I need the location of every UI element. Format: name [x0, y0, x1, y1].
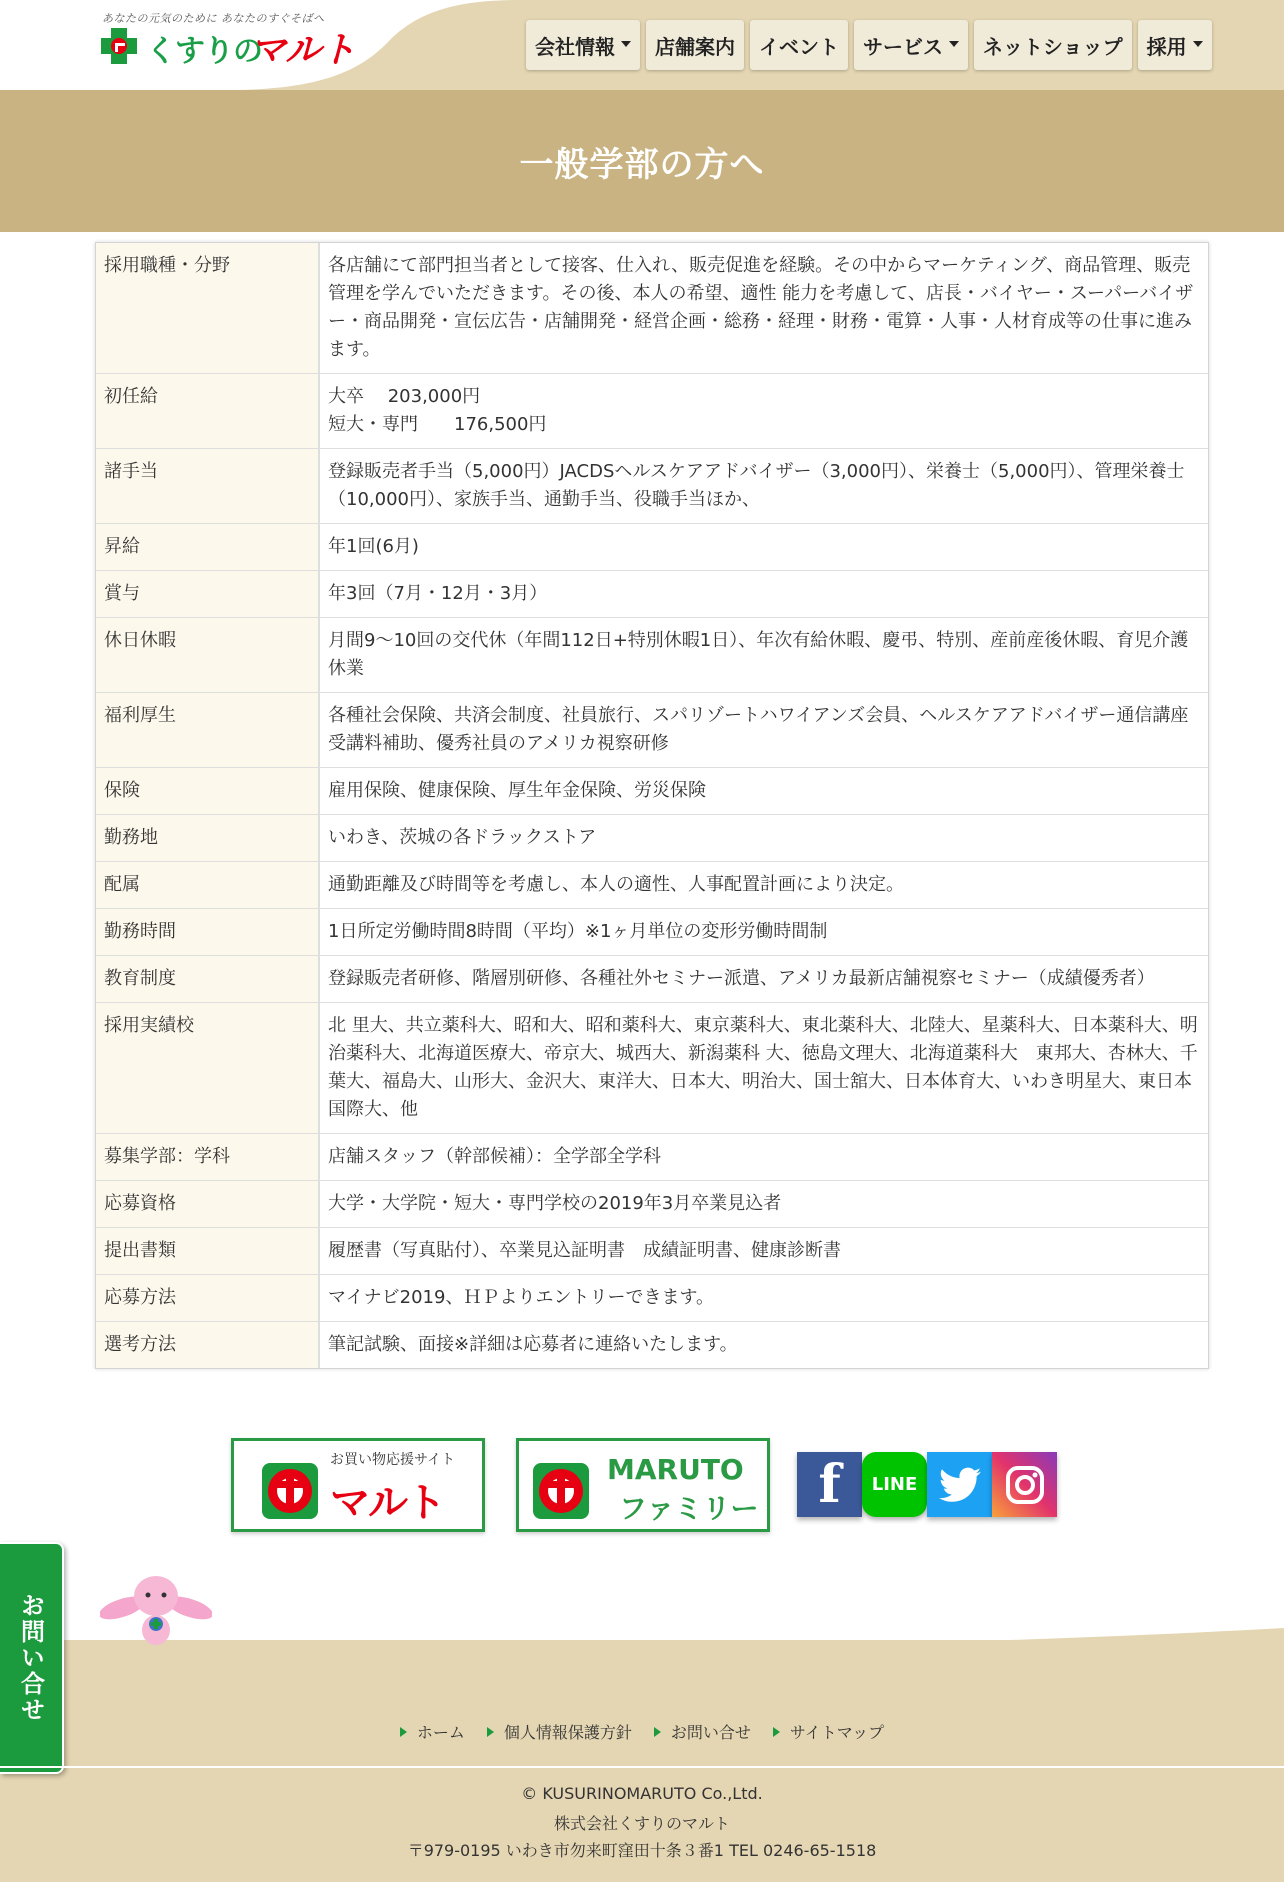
nav-company-info[interactable] — [526, 20, 640, 70]
row-label: 教育制度 — [96, 956, 319, 1003]
banner-subtitle: お買い物応援サイト — [330, 1452, 456, 1468]
table-row — [96, 862, 1208, 909]
banner-title: マルト — [330, 1480, 444, 1526]
footer-divider — [0, 1766, 1284, 1768]
footer-link-label: お問い合せ — [670, 1723, 751, 1742]
footer-link-home[interactable] — [400, 1720, 465, 1743]
nav-services[interactable] — [854, 20, 968, 70]
table-row — [96, 1228, 1208, 1275]
row-value: 各種社会保険、共済会制度、社員旅行、スパリゾートハワイアンズ会員、ヘルスケアアドバイザー通信講座受講料補助、優秀社員のアメリカ視察研修 — [319, 693, 1208, 768]
table-row — [96, 524, 1208, 571]
triangle-right-icon — [487, 1727, 494, 1737]
row-value: 筆記試験、面接※詳細は応募者に連絡いたします。 — [328, 1334, 738, 1355]
row-label: 採用実績校 — [96, 1003, 319, 1134]
footer-link-contact[interactable] — [654, 1720, 751, 1743]
table-row — [96, 618, 1208, 693]
nav-label: サービス — [863, 34, 943, 59]
twitter-icon[interactable] — [927, 1452, 992, 1517]
table-row — [96, 243, 1208, 374]
row-label: 選考方法 — [96, 1322, 319, 1369]
banner-title-en: MARUTO — [607, 1453, 744, 1486]
row-label: 諸手当 — [96, 449, 319, 524]
row-label: 休日休暇 — [96, 618, 319, 693]
row-label: 昇給 — [96, 524, 319, 571]
table-row — [96, 449, 1208, 524]
footer-links — [0, 1720, 1284, 1743]
logo-text-maruto[interactable]: マルト — [250, 30, 356, 71]
maruto-shopping-site-banner[interactable] — [231, 1438, 485, 1532]
table-row — [96, 768, 1208, 815]
row-label: 勤務時間 — [96, 909, 319, 956]
row-value: マイナビ2019、ＨＰよりエントリーできます。 — [319, 1275, 1208, 1322]
row-value: 年1回(6月) — [319, 524, 1208, 571]
site-header — [0, 0, 1284, 90]
row-value: 雇用保険、健康保険、厚生年金保険、労災保険 — [319, 768, 1208, 815]
row-label: 初任給 — [96, 374, 319, 449]
nav-label: 会社情報 — [535, 34, 615, 59]
row-value: 履歴書（写真貼付）、卒業見込証明書 成績証明書、健康診断書 — [319, 1228, 1208, 1275]
row-value: 店舗スタッフ（幹部候補）：全学部全学科 — [319, 1134, 1208, 1181]
page-title: 一般学部の方へ — [519, 144, 765, 185]
chevron-down-icon — [949, 41, 959, 47]
triangle-right-icon — [773, 1727, 780, 1737]
row-label: 採用職種・分野 — [96, 243, 319, 374]
table-row — [96, 1322, 1208, 1369]
table-row — [96, 1003, 1208, 1134]
row-value: 大学・大学院・短大・専門学校の2019年3月卒業見込者 — [319, 1181, 1208, 1228]
nav-label: ネットショップ — [983, 34, 1123, 59]
maruto-family-banner[interactable] — [516, 1438, 770, 1532]
table-row — [96, 1134, 1208, 1181]
table-row — [96, 909, 1208, 956]
table-row — [96, 1275, 1208, 1322]
row-label: 提出書類 — [96, 1228, 319, 1275]
chevron-down-icon — [1193, 41, 1203, 47]
sns-links — [797, 1452, 1057, 1517]
row-value: 通勤距離及び時間等を考慮し、本人の適性、人事配置計画により決定。 — [319, 862, 1208, 909]
row-value: 大卒 203,000円 短大・専門 176,500円 — [319, 374, 1208, 449]
maruto-mark-icon — [533, 1463, 589, 1519]
row-value: いわき、茨城の各ドラックストア — [319, 815, 1208, 862]
company-address: 〒979-0195 いわき市勿来町窪田十条３番1 TEL 0246-65-1518 — [407, 1841, 877, 1860]
logo-cross-icon[interactable] — [98, 28, 140, 64]
company-name: 株式会社くすりのマルト — [553, 1814, 730, 1833]
footer-link-label: 個人情報保護方針 — [503, 1723, 632, 1742]
row-value: 年3回（7月・12月・3月） — [319, 571, 1208, 618]
table-row — [96, 956, 1208, 1003]
footer-link-label: サイトマップ — [789, 1723, 885, 1742]
copyright: © KUSURINOMARUTO Co.,Ltd. — [521, 1784, 763, 1803]
row-value: 1日所定労働時間8時間（平均）※1ヶ月単位の変形労働時間制 — [319, 909, 1208, 956]
table-row — [96, 374, 1208, 449]
nav-label: イベント — [759, 34, 839, 59]
page-title-banner — [0, 90, 1284, 232]
row-value: 登録販売者手当（5,000円）JACDSヘルスケアアドバイザー（3,000円）、栄養士（5,000円）、管理栄養士（10,000円）、家族手当、通勤手当、役職手当ほか、 — [319, 449, 1208, 524]
footer-link-label: ホーム — [416, 1723, 465, 1742]
table-row — [96, 571, 1208, 618]
row-label: 募集学部：学科 — [96, 1134, 319, 1181]
maruto-mark-icon — [262, 1463, 318, 1519]
triangle-right-icon — [400, 1727, 407, 1737]
row-label: 保険 — [96, 768, 319, 815]
footer-link-sitemap[interactable] — [773, 1720, 884, 1743]
row-value: 月間9～10回の交代休（年間112日+特別休暇1日）、年次有給休暇、慶弔、特別、産前産後休暇、育児介護休業 — [319, 618, 1208, 693]
banner-title-ja: ファミリー — [619, 1492, 759, 1525]
logo-text-kusuri[interactable]: くすりの — [146, 34, 262, 69]
nav-label: 採用 — [1146, 34, 1187, 59]
logo-tagline: あなたの元気のために あなたのすぐそばへ — [102, 12, 325, 25]
instagram-camera-glyph — [1004, 1464, 1046, 1506]
triangle-right-icon — [654, 1727, 661, 1737]
recruitment-table — [95, 242, 1209, 1369]
nav-events[interactable] — [750, 20, 848, 70]
table-row — [96, 693, 1208, 768]
table-row — [96, 815, 1208, 862]
row-label: 賞与 — [96, 571, 319, 618]
main-nav — [526, 20, 1212, 70]
nav-net-shop[interactable] — [974, 20, 1132, 70]
row-label: 勤務地 — [96, 815, 319, 862]
footer-link-privacy[interactable] — [487, 1720, 632, 1743]
row-value: 登録販売者研修、階層別研修、各種社外セミナー派遣、アメリカ最新店舗視察セミナー（成績優秀者） — [319, 956, 1208, 1003]
row-label: 配属 — [96, 862, 319, 909]
row-value: 各店舗にて部門担当者として接客、仕入れ、販売促進を経験。その中からマーケティング、商品管理、販売管理を学んでいただきます。その後、本人の希望、適性 能力を考慮して、店長・バイヤー・スーパーバイザー・商品開発・宣伝広告・店舗開発・経営企画・総務・経理・財務・電算・人事・人材育成等の仕事に進みます。 — [319, 243, 1208, 374]
rabbit-mascot-icon — [100, 1570, 212, 1650]
instagram-icon[interactable] — [992, 1452, 1057, 1517]
facebook-icon[interactable]: f — [797, 1452, 862, 1517]
line-icon[interactable]: LINE — [862, 1452, 927, 1517]
row-label: 福利厚生 — [96, 693, 319, 768]
chevron-down-icon — [621, 41, 631, 47]
table-row — [96, 1181, 1208, 1228]
row-value: 北 里大、共立薬科大、昭和大、昭和薬科大、東京薬科大、東北薬科大、北陸大、星薬科大、日本薬科大、明治薬科大、北海道医療大、帝京大、城西大、新潟薬科 大、徳島文理大、北海道薬科大 東邦大、杏林大、千葉大、福島大、山形大、金沢大、東洋大、日本大、明治大、国士舘大、日本体育大、いわき明星大、東日本国際大、他 — [319, 1003, 1208, 1134]
recruitment-table-body — [96, 243, 1208, 1368]
contact-tab-label: お問い合せ — [16, 1593, 45, 1723]
twitter-bird-glyph — [939, 1467, 981, 1503]
row-label: 応募方法 — [96, 1275, 319, 1322]
nav-recruit[interactable] — [1138, 20, 1212, 70]
row-label: 応募資格 — [96, 1181, 319, 1228]
nav-stores[interactable] — [646, 20, 744, 70]
nav-label: 店舗案内 — [655, 34, 735, 59]
